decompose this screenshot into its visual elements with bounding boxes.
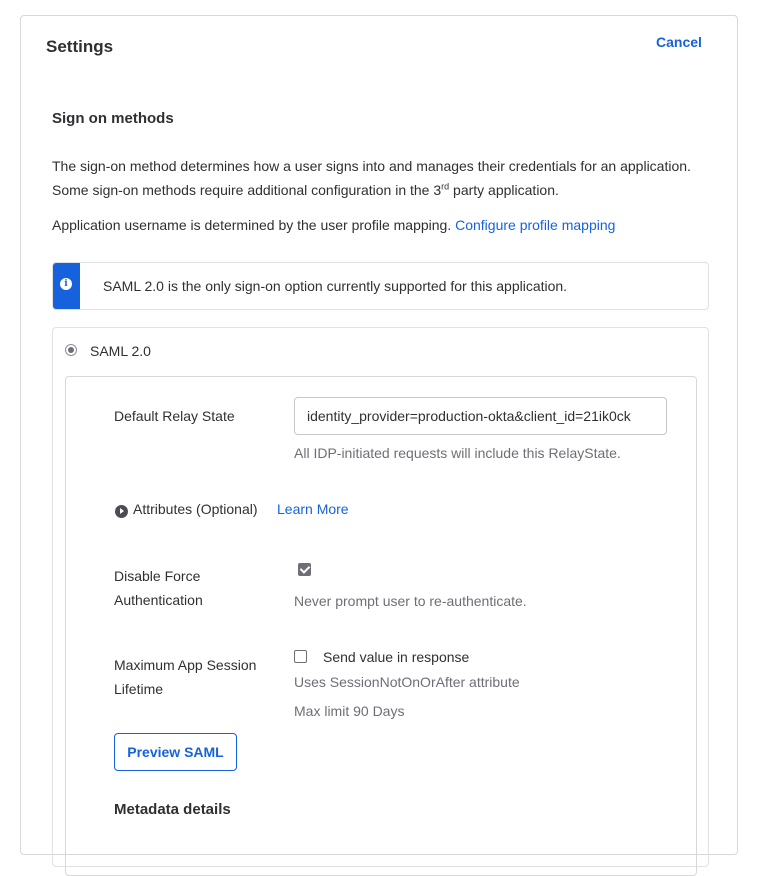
relay-state-input[interactable] xyxy=(294,397,667,435)
relay-state-help: All IDP-initiated requests will include this RelayState. xyxy=(294,445,621,461)
configure-profile-mapping-link[interactable]: Configure profile mapping xyxy=(455,217,616,233)
send-value-label[interactable]: Send value in response xyxy=(323,649,470,665)
max-session-lifetime-label: Maximum App Session Lifetime xyxy=(114,657,257,697)
disable-force-auth-label: Disable Force Authentication xyxy=(114,568,203,608)
relay-state-label: Default Relay State xyxy=(114,408,235,424)
info-callout xyxy=(52,262,709,310)
disable-force-auth-checkbox[interactable] xyxy=(298,563,311,576)
disable-force-auth-help: Never prompt user to re-authenticate. xyxy=(294,593,527,609)
send-value-checkbox[interactable] xyxy=(294,650,307,663)
info-callout-text: SAML 2.0 is the only sign-on option currently supported for this application. xyxy=(103,278,568,294)
saml-radio-button[interactable] xyxy=(65,344,77,356)
max-limit-help: Max limit 90 Days xyxy=(294,703,405,719)
saml-radio-label: SAML 2.0 xyxy=(90,343,151,359)
username-mapping-text: Application username is determined by the user profile mapping. Configure profile mapping xyxy=(52,217,616,233)
chevron-right-icon[interactable] xyxy=(115,505,128,518)
page-title: Settings xyxy=(46,37,114,56)
saml-settings-panel xyxy=(65,376,697,876)
info-callout-bar xyxy=(53,263,80,309)
cancel-button[interactable]: Cancel xyxy=(656,34,702,50)
info-icon: i xyxy=(60,278,72,290)
saml-option-panel xyxy=(52,327,709,867)
settings-card xyxy=(20,15,738,855)
sign-on-description: The sign-on method determines how a user signs into and manages their credentials for an application. Some sign-on methods require additional configuration in the 3rd party application. xyxy=(52,158,691,198)
session-attribute-help: Uses SessionNotOnOrAfter attribute xyxy=(294,674,520,690)
learn-more-link[interactable]: Learn More xyxy=(277,501,349,517)
preview-saml-button[interactable]: Preview SAML xyxy=(114,733,237,771)
metadata-details-heading: Metadata details xyxy=(114,801,231,818)
sign-on-methods-heading: Sign on methods xyxy=(52,110,174,127)
attributes-toggle-label[interactable]: Attributes (Optional) xyxy=(133,501,258,517)
